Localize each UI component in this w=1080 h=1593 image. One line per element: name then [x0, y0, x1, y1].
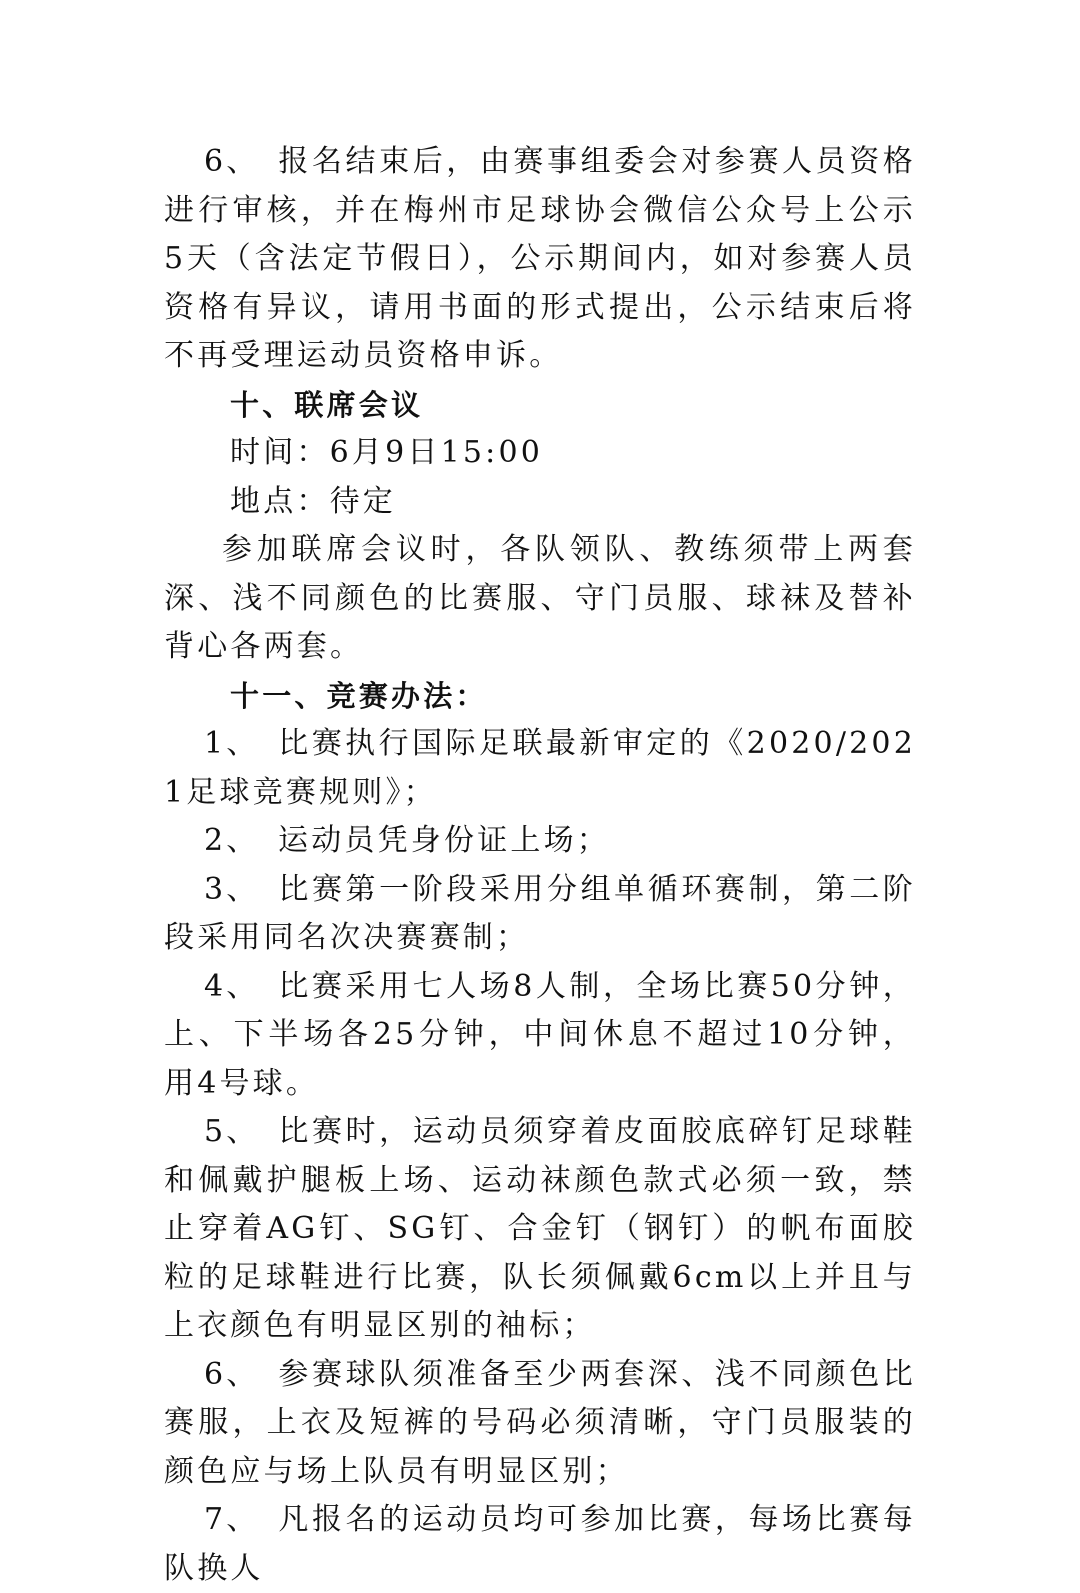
meeting-note: 参加联席会议时，各队领队、教练须带上两套深、浅不同颜色的比赛服、守门员服、球袜及替补背心各两套。	[164, 532, 916, 664]
item-number: 5、	[204, 1114, 260, 1149]
item-number: 4、	[204, 968, 260, 1004]
item-text: 比赛时，运动员须穿着皮面胶底碎钉足球鞋和佩戴护腿板上场、运动袜颜色款式必须一致，禁止穿着AG钉、SG钉、合金钉（钢钉）的帆布面胶粒的足球鞋进行比赛，队长须佩戴6cm以上并且与上衣颜色有明显区别的袖标；	[164, 1114, 916, 1343]
rule-item-5	[164, 1108, 916, 1351]
section-heading-competition-rules: 十一、竞赛办法：	[230, 678, 488, 713]
rule-item-4	[164, 963, 916, 1109]
rule-item-2	[164, 817, 916, 866]
rule-item-7	[164, 1496, 916, 1593]
meeting-time: 时间：6月9日15:00	[230, 435, 544, 470]
item-number: 6、	[204, 144, 260, 179]
item-number: 3、	[204, 871, 260, 907]
meeting-place: 地点：待定	[230, 483, 396, 519]
rule-item-3	[164, 866, 916, 963]
item-text: 参赛球队须准备至少两套深、浅不同颜色比赛服，上衣及短裤的号码必须清晰，守门员服装的颜色应与场上队员有明显区别；	[164, 1356, 916, 1489]
item-text: 比赛执行国际足联最新审定的《2020/2021足球竞赛规则》；	[164, 726, 916, 810]
rule-item-6	[164, 1351, 916, 1497]
item-text: 比赛采用七人场8人制，全场比赛50分钟，上、下半场各25分钟，中间休息不超过10分钟，用4号球。	[164, 968, 916, 1101]
item-text: 凡报名的运动员均可参加比赛，每场比赛每队换人	[164, 1502, 916, 1586]
item-text: 运动员凭身份证上场；	[278, 823, 610, 858]
paragraph-item-6	[164, 138, 916, 381]
rule-item-1	[164, 720, 916, 817]
document-page	[164, 138, 916, 1593]
item-text: 比赛第一阶段采用分组单循环赛制，第二阶段采用同名次决赛赛制；	[164, 871, 916, 955]
item-number: 6、	[204, 1356, 260, 1392]
item-number: 7、	[204, 1502, 260, 1537]
item-text: 报名结束后，由赛事组委会对参赛人员资格进行审核，并在梅州市足球协会微信公众号上公示5天（含法定节假日），公示期间内，如对参赛人员资格有异议，请用书面的形式提出，公示结束后将不再受理运动员资格申诉。	[164, 144, 916, 373]
item-number: 2、	[204, 823, 260, 858]
item-number: 1、	[204, 726, 260, 761]
section-heading-joint-meeting: 十、联席会议	[230, 387, 424, 422]
